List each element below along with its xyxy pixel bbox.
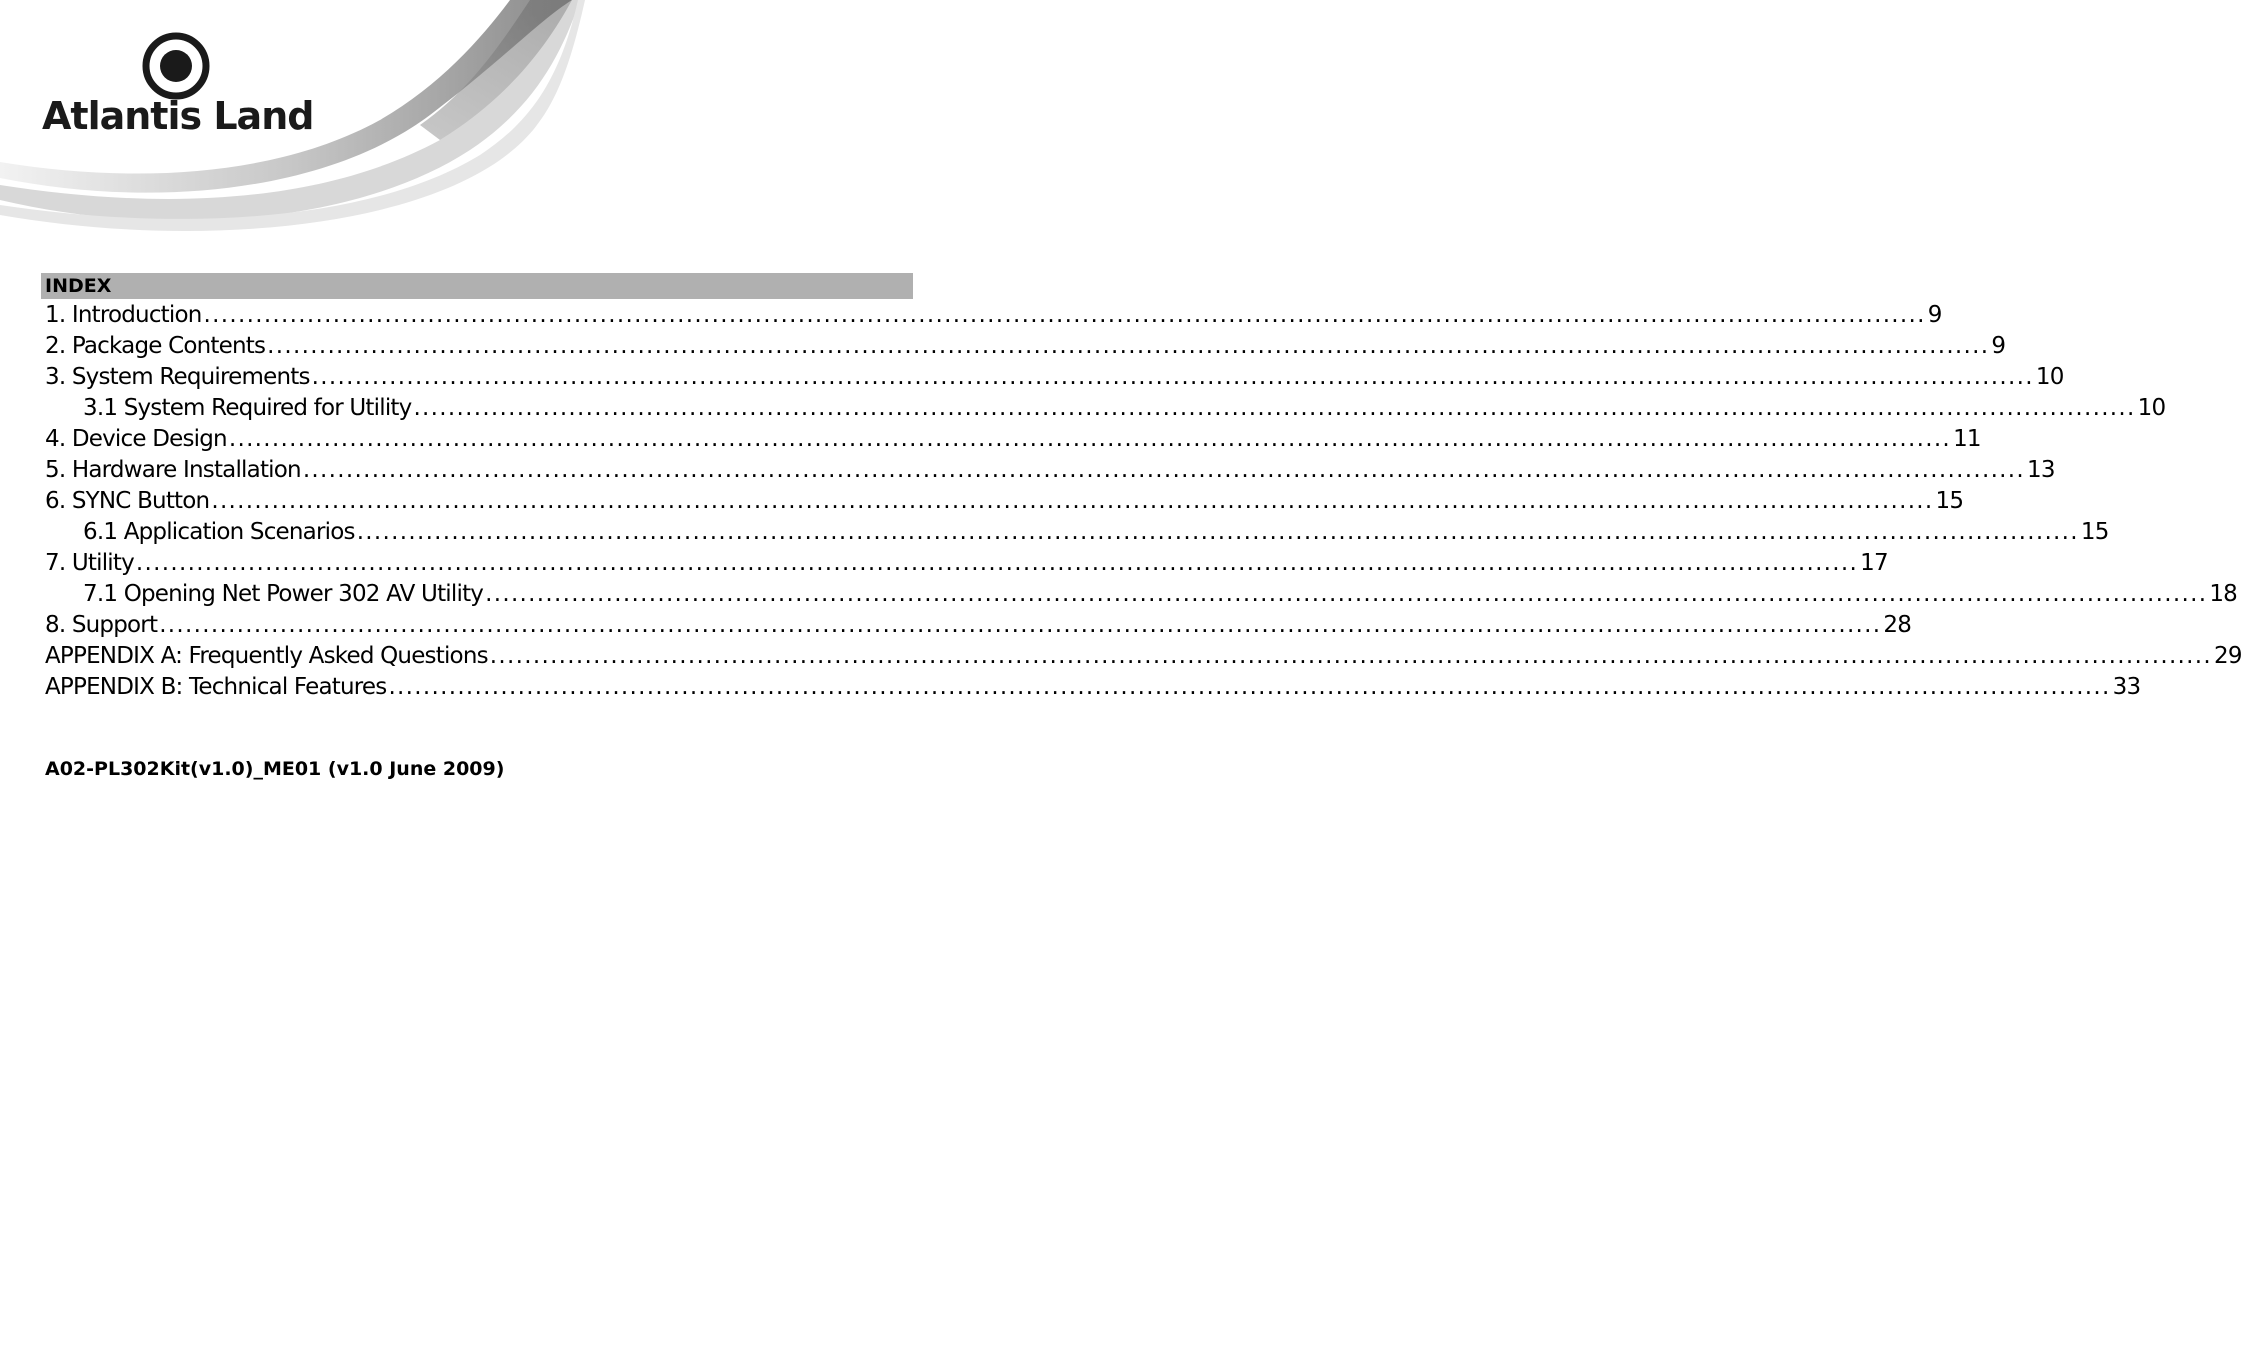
toc-leader-dots: ........................................................................................................................................................................................................ xyxy=(228,426,1952,452)
toc-page-number: 10 xyxy=(2035,364,2064,390)
toc-entry-title: 4. Device Design xyxy=(45,426,227,452)
toc-page-number: 9 xyxy=(1991,333,2006,359)
toc-leader-dots: ........................................................................................................................................................................................................ xyxy=(159,612,1882,638)
toc-leader-dots: ........................................................................................................................................................................................................ xyxy=(485,581,2208,607)
toc-entry xyxy=(45,672,2141,703)
table-of-contents xyxy=(45,300,2242,703)
toc-page-number: 9 xyxy=(1927,302,1942,328)
toc-entry xyxy=(45,548,1888,579)
toc-leader-dots: ........................................................................................................................................................................................................ xyxy=(356,519,2079,545)
toc-subentry xyxy=(45,579,2237,610)
toc-entry xyxy=(45,424,1981,455)
index-header-bar xyxy=(41,273,913,299)
toc-entry-title: 8. Support xyxy=(45,612,158,638)
toc-entry xyxy=(45,486,1964,517)
index-title: INDEX xyxy=(45,275,112,297)
toc-page-number: 11 xyxy=(1953,426,1981,452)
toc-page-number: 29 xyxy=(2214,643,2242,669)
toc-leader-dots: ........................................................................................................................................................................................................ xyxy=(135,550,1859,576)
toc-page-number: 33 xyxy=(2112,674,2141,700)
toc-leader-dots: ........................................................................................................................................................................................................ xyxy=(489,643,2213,669)
toc-entry-title: 7.1 Opening Net Power 302 AV Utility xyxy=(83,581,484,607)
toc-page-number: 17 xyxy=(1860,550,1888,576)
toc-leader-dots: ........................................................................................................................................................................................................ xyxy=(388,674,2111,700)
toc-entry-title: 3.1 System Required for Utility xyxy=(83,395,412,421)
brand-logo xyxy=(42,28,322,143)
toc-entry-title: APPENDIX A: Frequently Asked Questions xyxy=(45,643,488,669)
toc-leader-dots: ........................................................................................................................................................................................................ xyxy=(211,488,1934,514)
brand-name: Atlantis Land xyxy=(42,94,314,138)
toc-leader-dots: ........................................................................................................................................................................................................ xyxy=(267,333,1990,359)
toc-leader-dots: ........................................................................................................................................................................................................ xyxy=(203,302,1926,328)
document-code: A02-PL302Kit(v1.0)_ME01 (v1.0 June 2009) xyxy=(45,758,505,780)
toc-entry-title: APPENDIX B: Technical Features xyxy=(45,674,387,700)
toc-subentry xyxy=(45,393,2166,424)
toc-entry-title: 1. Introduction xyxy=(45,302,202,328)
toc-page-number: 13 xyxy=(2027,457,2055,483)
toc-subentry xyxy=(45,517,2109,548)
toc-entry xyxy=(45,331,2006,362)
toc-entry-title: 2. Package Contents xyxy=(45,333,266,359)
toc-leader-dots: ........................................................................................................................................................................................................ xyxy=(302,457,2026,483)
toc-leader-dots: ........................................................................................................................................................................................................ xyxy=(413,395,2136,421)
toc-entry-title: 6. SYNC Button xyxy=(45,488,210,514)
toc-leader-dots: ........................................................................................................................................................................................................ xyxy=(311,364,2034,390)
toc-page-number: 10 xyxy=(2137,395,2166,421)
toc-entry xyxy=(45,455,2055,486)
toc-entry-title: 5. Hardware Installation xyxy=(45,457,301,483)
toc-entry-title: 6.1 Application Scenarios xyxy=(83,519,355,545)
toc-entry xyxy=(45,610,1912,641)
toc-page-number: 15 xyxy=(2080,519,2109,545)
toc-entry xyxy=(45,641,2242,672)
toc-entry-title: 7. Utility xyxy=(45,550,134,576)
toc-page-number: 15 xyxy=(1935,488,1964,514)
toc-entry xyxy=(45,300,1942,331)
toc-entry xyxy=(45,362,2064,393)
toc-page-number: 28 xyxy=(1883,612,1912,638)
toc-page-number: 18 xyxy=(2209,581,2237,607)
toc-entry-title: 3. System Requirements xyxy=(45,364,310,390)
